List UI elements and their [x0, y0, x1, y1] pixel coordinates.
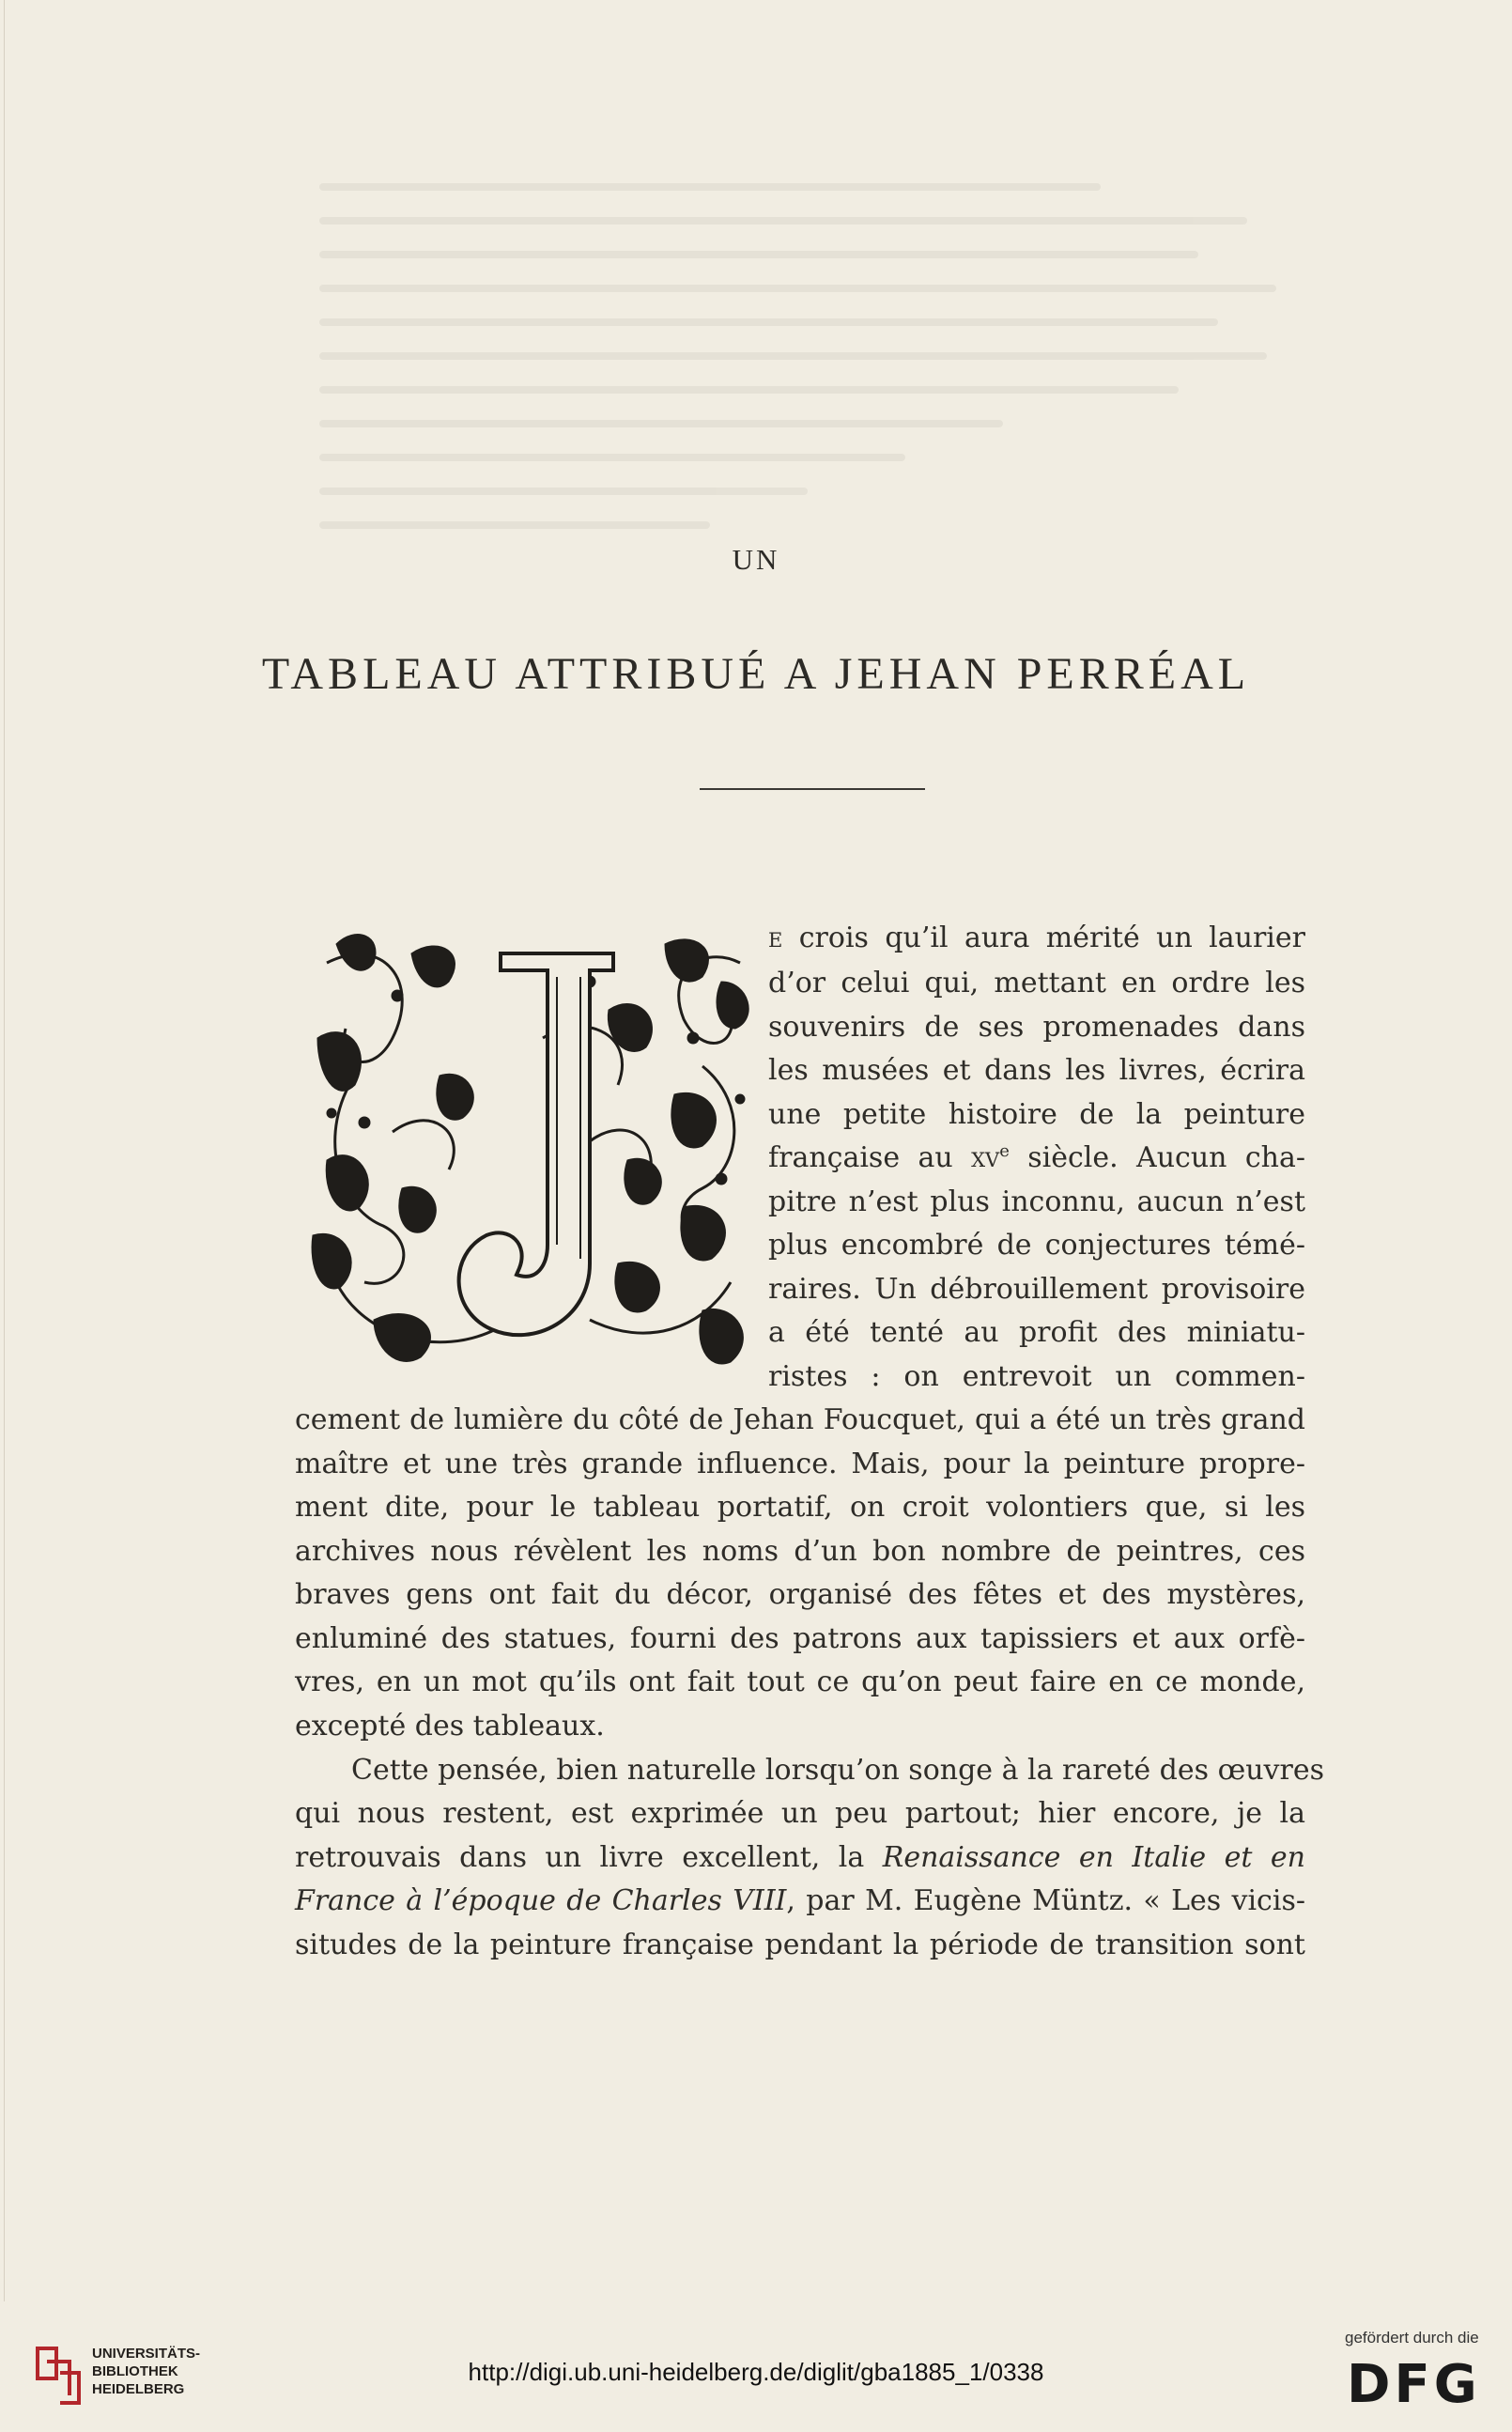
- body-line: plus encombré de conjectures témé-: [768, 1229, 1305, 1262]
- body-line: enluminé des statues, fourni des patrons aux tapissiers et aux orfè-: [295, 1622, 1305, 1655]
- body-line: e crois qu’il aura mérité un laurier: [768, 922, 1305, 954]
- body-line: française au $xv^e$ siècle. Aucun cha-: [768, 1141, 1305, 1174]
- body-line: vres, en un mot qu’ils ont fait tout ce qu’on peut faire en ce monde,: [295, 1665, 1305, 1698]
- body-line: d’or celui qui, mettant en ordre les: [768, 967, 1305, 999]
- funded-by-label: gefördert durch die: [1345, 2329, 1479, 2347]
- body-line: situdes de la peinture française pendant la période de transition sont: [295, 1929, 1305, 1961]
- body-line: excepté des tableaux.: [295, 1710, 605, 1743]
- institution-line: BIBLIOTHEK: [92, 2363, 178, 2379]
- body-line: qui nous restent, est exprimée un peu partout; hier encore, je la: [295, 1797, 1305, 1830]
- body-line: maître et une très grande influence. Mais, pour la peinture propre-: [295, 1448, 1305, 1480]
- institution-line: UNIVERSITÄTS-: [92, 2346, 201, 2362]
- permalink-url[interactable]: http://digi.ub.uni-heidelberg.de/diglit/gba1885_1/0338: [468, 2358, 1044, 2386]
- body-line: archives nous révèlent les noms d’un bon nombre de peintres, ces: [295, 1535, 1305, 1568]
- body-line: cement de lumière du côté de Jehan Foucquet, qui a été un très grand: [295, 1403, 1305, 1436]
- body-line: une petite histoire de la peinture: [768, 1098, 1305, 1131]
- body-line: pitre n’est plus inconnu, aucun n’est: [768, 1185, 1305, 1218]
- institution-line: HEIDELBERG: [92, 2381, 185, 2397]
- body-line: ment dite, pour le tableau portatif, on croit volontiers que, si les: [295, 1491, 1305, 1524]
- body-line: retrouvais dans un livre excellent, la Renaissance en Italie et en: [295, 1841, 1305, 1874]
- body-line: a été tenté au profit des miniatu-: [768, 1316, 1305, 1349]
- body-line: raires. Un débrouillement provisoire: [768, 1273, 1305, 1306]
- dfg-logo: DFG: [1347, 2354, 1481, 2415]
- article-kicker: UN: [732, 543, 780, 576]
- body-line: les musées et dans les livres, écrira: [768, 1054, 1305, 1087]
- body-line: souvenirs de ses promenades dans: [768, 1011, 1305, 1044]
- body-line: Cette pensée, bien naturelle lorsqu’on songe à la rareté des œuvres: [351, 1754, 1324, 1787]
- body-line: braves gens ont fait du décor, organisé des fêtes et des mystères,: [295, 1578, 1305, 1611]
- body-line: France à l’époque de Charles VIII, par M. Eugène Müntz. « Les vicis-: [295, 1884, 1305, 1917]
- body-line: ristes : on entrevoit un commen-: [768, 1360, 1305, 1393]
- article-title: TABLEAU ATTRIBUÉ A JEHAN PERRÉAL: [261, 649, 1251, 699]
